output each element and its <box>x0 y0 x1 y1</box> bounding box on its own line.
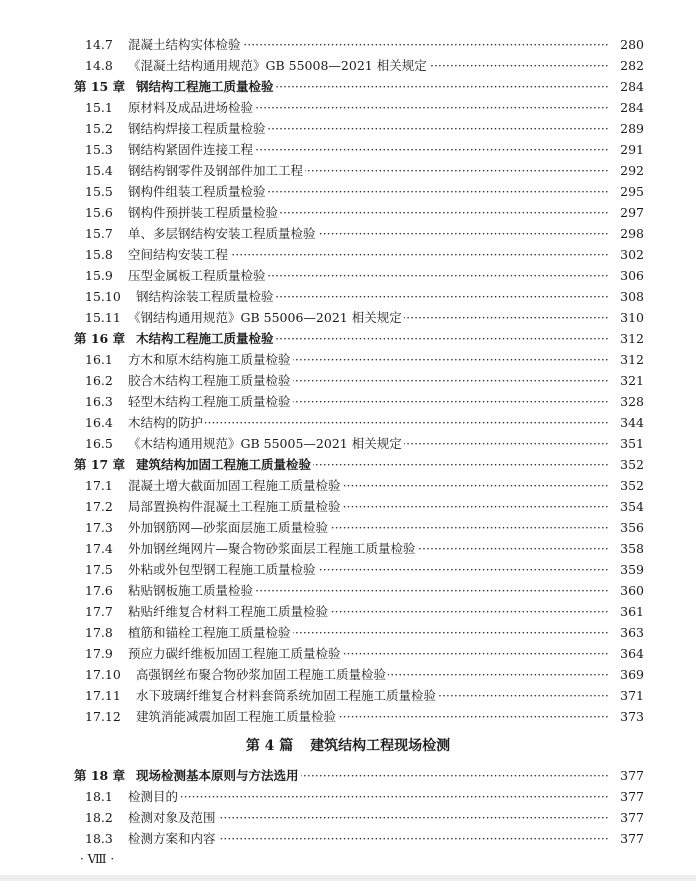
toc-number: 16.2 <box>85 373 113 388</box>
toc-title <box>128 118 608 139</box>
toc-title-text: 检测目的 <box>128 789 179 804</box>
toc-title <box>136 76 608 97</box>
toc-chapter-row[interactable] <box>0 454 696 475</box>
toc-title <box>128 55 608 76</box>
toc-page-number: 302 <box>620 247 644 262</box>
toc-title-text: 高强钢丝布聚合物砂浆加固工程施工质量检验 <box>136 667 387 682</box>
toc-list <box>0 34 696 727</box>
toc-number: 17.8 <box>85 625 113 640</box>
toc-title-text: 钢结构焊接工程质量检验 <box>128 121 266 136</box>
toc-number: 15.5 <box>85 184 113 199</box>
toc-number: 14.8 <box>85 58 113 73</box>
toc-number: 18.3 <box>85 831 113 846</box>
toc-title-text: 现场检测基本原则与方法选用 <box>136 768 299 783</box>
toc-section-row[interactable] <box>0 475 696 496</box>
toc-title <box>128 538 608 559</box>
toc-number: 15.4 <box>85 163 113 178</box>
toc-title-text: 粘贴钢板施工质量检验 <box>128 583 254 598</box>
toc-title-text: 钢结构紧固件连接工程 <box>128 142 254 157</box>
toc-title <box>136 286 608 307</box>
toc-page-number: 371 <box>620 688 644 703</box>
toc-number: 17.4 <box>85 541 113 556</box>
toc-section-row[interactable] <box>0 286 696 307</box>
toc-section-row[interactable] <box>0 265 696 286</box>
toc-number: 16.5 <box>85 436 113 451</box>
toc-title <box>128 202 608 223</box>
toc-number: 第 16 章 <box>74 331 126 346</box>
toc-number: 15.1 <box>85 100 113 115</box>
toc-number: 17.12 <box>85 709 121 724</box>
toc-title <box>128 643 608 664</box>
toc-title-text: 单、多层钢结构安装工程质量检验 <box>128 226 316 241</box>
toc-number: 第 17 章 <box>74 457 126 472</box>
toc-title-text: 木结构的防护 <box>128 415 204 430</box>
toc-title <box>128 391 608 412</box>
part-title: 建筑结构工程现场检测 <box>310 738 451 754</box>
toc-page-number: 292 <box>620 163 644 178</box>
toc-chapter-row[interactable] <box>0 328 696 349</box>
toc-number: 16.1 <box>85 352 113 367</box>
toc-number: 18.2 <box>85 810 113 825</box>
toc-page-number: 361 <box>620 604 644 619</box>
toc-section-row[interactable] <box>0 706 696 727</box>
toc-section-row[interactable] <box>0 622 696 643</box>
toc-page-number: 363 <box>620 625 644 640</box>
toc-section-row[interactable] <box>0 223 696 244</box>
toc-section-row[interactable] <box>0 349 696 370</box>
toc-title-text: 压型金属板工程质量检验 <box>128 268 266 283</box>
toc-page-number: 295 <box>620 184 644 199</box>
toc-number: 17.1 <box>85 478 113 493</box>
toc-number: 15.7 <box>85 226 113 241</box>
toc-page-number: 351 <box>620 436 644 451</box>
toc-section-row[interactable] <box>0 643 696 664</box>
toc-title <box>128 370 608 391</box>
toc-number: 15.6 <box>85 205 113 220</box>
toc-section-row[interactable] <box>0 559 696 580</box>
toc-title-text: 外粘或外包型钢工程施工质量检验 <box>128 562 316 577</box>
toc-page-number: 373 <box>620 709 644 724</box>
toc-page-number: 298 <box>620 226 644 241</box>
toc-title-text: 钢结构钢零件及钢部件加工工程 <box>128 163 304 178</box>
toc-title <box>128 223 608 244</box>
toc-number: 17.6 <box>85 583 113 598</box>
toc-number: 17.5 <box>85 562 113 577</box>
toc-title-text: 空间结构安装工程 <box>128 247 229 262</box>
toc-number: 17.7 <box>85 604 113 619</box>
toc-title-text: 建筑结构加固工程施工质量检验 <box>136 457 312 472</box>
toc-section-row[interactable] <box>0 538 696 559</box>
toc-title-text: 水下玻璃纤维复合材料套筒系统加固工程施工质量检验 <box>136 688 437 703</box>
toc-title <box>128 34 608 55</box>
toc-title-text: 木结构工程施工质量检验 <box>136 331 274 346</box>
toc-section-row[interactable] <box>0 664 696 685</box>
toc-title-text: 方木和原木结构施工质量检验 <box>128 352 291 367</box>
toc-section-row[interactable] <box>0 34 696 55</box>
toc-number: 17.9 <box>85 646 113 661</box>
toc-title-text: 建筑消能减震加固工程施工质量检验 <box>136 709 337 724</box>
toc-page-number: 364 <box>620 646 644 661</box>
toc-number: 15.3 <box>85 142 113 157</box>
toc-title <box>136 765 608 786</box>
toc-list-part4 <box>0 765 696 849</box>
toc-title <box>128 160 608 181</box>
toc-page-number: 312 <box>620 331 644 346</box>
toc-title <box>128 559 608 580</box>
toc-number: 17.2 <box>85 499 113 514</box>
horizontal-scrollbar[interactable] <box>0 875 696 881</box>
toc-section-row[interactable] <box>0 55 696 76</box>
toc-title <box>128 139 608 160</box>
toc-page-number: 369 <box>620 667 644 682</box>
toc-page-number: 359 <box>620 562 644 577</box>
toc-title-text: 检测对象及范围 <box>128 810 216 825</box>
toc-page-number: 377 <box>620 831 644 846</box>
toc-section-row[interactable] <box>0 807 696 828</box>
toc-title <box>128 244 608 265</box>
toc-title-text: 局部置换构件混凝土工程施工质量检验 <box>128 499 341 514</box>
toc-title <box>136 664 608 685</box>
toc-page-number: 291 <box>620 142 644 157</box>
page-footer-number: · Ⅷ · <box>80 852 115 866</box>
toc-title <box>128 601 608 622</box>
toc-number: 第 18 章 <box>74 768 126 783</box>
toc-number: 15.8 <box>85 247 113 262</box>
toc-title <box>136 454 608 475</box>
toc-title-text: 外加钢丝绳网片—聚合物砂浆面层工程施工质量检验 <box>128 541 416 556</box>
toc-number: 17.3 <box>85 520 113 535</box>
toc-section-row[interactable] <box>0 580 696 601</box>
toc-page-number: 328 <box>620 394 644 409</box>
toc-number: 18.1 <box>85 789 113 804</box>
toc-number: 第 15 章 <box>74 79 126 94</box>
toc-title <box>136 328 608 349</box>
toc-section-row[interactable] <box>0 160 696 181</box>
toc-number: 15.9 <box>85 268 113 283</box>
toc-title-text: 检测方案和内容 <box>128 831 216 846</box>
toc-section-row[interactable] <box>0 685 696 706</box>
toc-title <box>128 349 608 370</box>
toc-number: 17.11 <box>85 688 121 703</box>
toc-page-number: 284 <box>620 79 644 94</box>
toc-page-number: 312 <box>620 352 644 367</box>
toc-title-text: 原材料及成品进场检验 <box>128 100 254 115</box>
toc-title-text: 混凝土结构实体检验 <box>128 37 241 52</box>
toc-section-row[interactable] <box>0 391 696 412</box>
toc-section-row[interactable] <box>0 181 696 202</box>
toc-title <box>128 828 608 849</box>
toc-number: 15.10 <box>85 289 121 304</box>
toc-page-number: 310 <box>620 310 644 325</box>
toc-page-number: 321 <box>620 373 644 388</box>
toc-section-row[interactable] <box>0 517 696 538</box>
toc-section-row[interactable] <box>0 433 696 454</box>
toc-page-number: 289 <box>620 121 644 136</box>
toc-title-text: 钢结构工程施工质量检验 <box>136 79 274 94</box>
toc-title <box>128 433 608 454</box>
toc-page-number: 356 <box>620 520 644 535</box>
toc-title <box>128 307 608 328</box>
toc-title <box>128 786 608 807</box>
toc-title <box>128 97 608 118</box>
toc-page-number: 377 <box>620 789 644 804</box>
toc-page-number: 306 <box>620 268 644 283</box>
toc-title <box>128 265 608 286</box>
toc-number: 14.7 <box>85 37 113 52</box>
toc-title-text: 《混凝土结构通用规范》GB 55008—2021 相关规定 <box>128 58 427 73</box>
toc-title-text: 混凝土增大截面加固工程施工质量检验 <box>128 478 341 493</box>
toc-title-text: 植筋和锚栓工程施工质量检验 <box>128 625 291 640</box>
toc-title-text: 钢构件预拼装工程质量检验 <box>128 205 279 220</box>
toc-title-text: 钢构件组装工程质量检验 <box>128 184 266 199</box>
toc-page-number: 352 <box>620 457 644 472</box>
toc-page-number: 360 <box>620 583 644 598</box>
toc-number: 17.10 <box>85 667 121 682</box>
toc-title-text: 《木结构通用规范》GB 55005—2021 相关规定 <box>128 436 402 451</box>
toc-title <box>128 475 608 496</box>
toc-section-row[interactable] <box>0 786 696 807</box>
toc-title-text: 轻型木结构工程施工质量检验 <box>128 394 291 409</box>
toc-section-row[interactable] <box>0 244 696 265</box>
part-heading <box>0 736 696 756</box>
toc-title-text: 胶合木结构工程施工质量检验 <box>128 373 291 388</box>
toc-page-number: 297 <box>620 205 644 220</box>
toc-title-text: 《钢结构通用规范》GB 55006—2021 相关规定 <box>128 310 402 325</box>
toc-number: 15.11 <box>85 310 121 325</box>
toc-chapter-row[interactable] <box>0 765 696 786</box>
toc-page-number: 344 <box>620 415 644 430</box>
toc-title <box>128 580 608 601</box>
toc-title <box>128 496 608 517</box>
toc-page-number: 308 <box>620 289 644 304</box>
toc-number: 15.2 <box>85 121 113 136</box>
toc-page-number: 377 <box>620 768 644 783</box>
toc-section-row[interactable] <box>0 118 696 139</box>
toc-chapter-row[interactable] <box>0 76 696 97</box>
toc-page-number: 352 <box>620 478 644 493</box>
toc-page-number: 358 <box>620 541 644 556</box>
toc-title <box>128 807 608 828</box>
toc-number: 16.4 <box>85 415 113 430</box>
part-label: 第 4 篇 <box>245 738 294 754</box>
toc-page-number: 280 <box>620 37 644 52</box>
toc-section-row[interactable] <box>0 370 696 391</box>
toc-title-text: 预应力碳纤维板加固工程施工质量检验 <box>128 646 341 661</box>
toc-section-row[interactable] <box>0 601 696 622</box>
toc-page-number: 354 <box>620 499 644 514</box>
toc-section-row[interactable] <box>0 307 696 328</box>
toc-section-row[interactable] <box>0 496 696 517</box>
toc-title <box>128 517 608 538</box>
toc-title <box>136 685 608 706</box>
toc-title-text: 粘贴纤维复合材料工程施工质量检验 <box>128 604 329 619</box>
toc-title <box>128 412 608 433</box>
toc-title-text: 外加钢筋网—砂浆面层施工质量检验 <box>128 520 329 535</box>
toc-section-row[interactable] <box>0 412 696 433</box>
toc-page-number: 284 <box>620 100 644 115</box>
toc-title <box>128 181 608 202</box>
toc-title <box>136 706 608 727</box>
toc-section-row[interactable] <box>0 97 696 118</box>
toc-title-text: 钢结构涂装工程质量检验 <box>136 289 274 304</box>
toc-section-row[interactable] <box>0 202 696 223</box>
toc-page-number: 377 <box>620 810 644 825</box>
toc-page-number: 282 <box>620 58 644 73</box>
toc-section-row[interactable] <box>0 828 696 849</box>
toc-title <box>128 622 608 643</box>
toc-number: 16.3 <box>85 394 113 409</box>
toc-section-row[interactable] <box>0 139 696 160</box>
